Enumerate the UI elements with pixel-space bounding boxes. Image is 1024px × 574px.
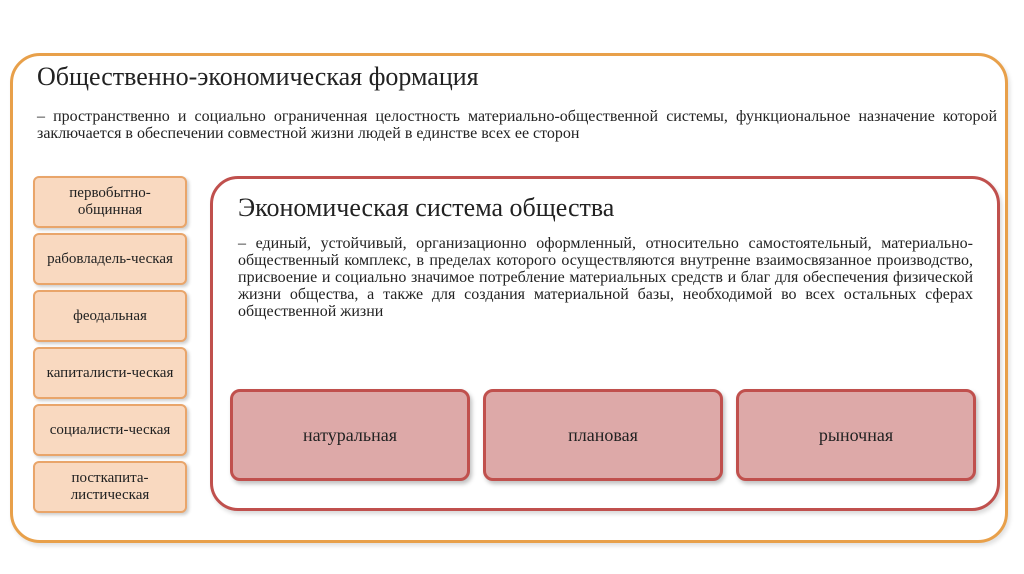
formation-stages-list [33,176,187,518]
formation-description: – пространственно и социально ограниченная целостность материально-общественной системы, функциональное назначение которой заключается в обеспечении совместной жизни людей в единстве всех ее сторон [37,108,997,142]
stage-socialist: социалисти-ческая [33,404,187,456]
stage-postcapitalist: посткапита-листическая [33,461,187,513]
economic-system-title: Экономическая система общества [238,193,615,222]
economic-system-description: – единый, устойчивый, организационно оформленный, относительно самостоятельный, материально-общественный комплекс, в пределах которого осуществляются внутренне взаимосвязанное производство, присвоение и социально значимое потребление материальных средств и благ для обеспечения физической жизни общества, а также для создания материальной базы, необходимой во всех остальных сферах общественной жизни [238,235,973,320]
stage-primitive: первобытно-общинная [33,176,187,228]
type-planned: плановая [483,389,723,481]
type-market: рыночная [736,389,976,481]
formation-title: Общественно-экономическая формация [37,62,479,91]
stage-feudal: феодальная [33,290,187,342]
type-natural: натуральная [230,389,470,481]
stage-capitalist: капиталисти-ческая [33,347,187,399]
stage-slave-owning: рабовладель-ческая [33,233,187,285]
